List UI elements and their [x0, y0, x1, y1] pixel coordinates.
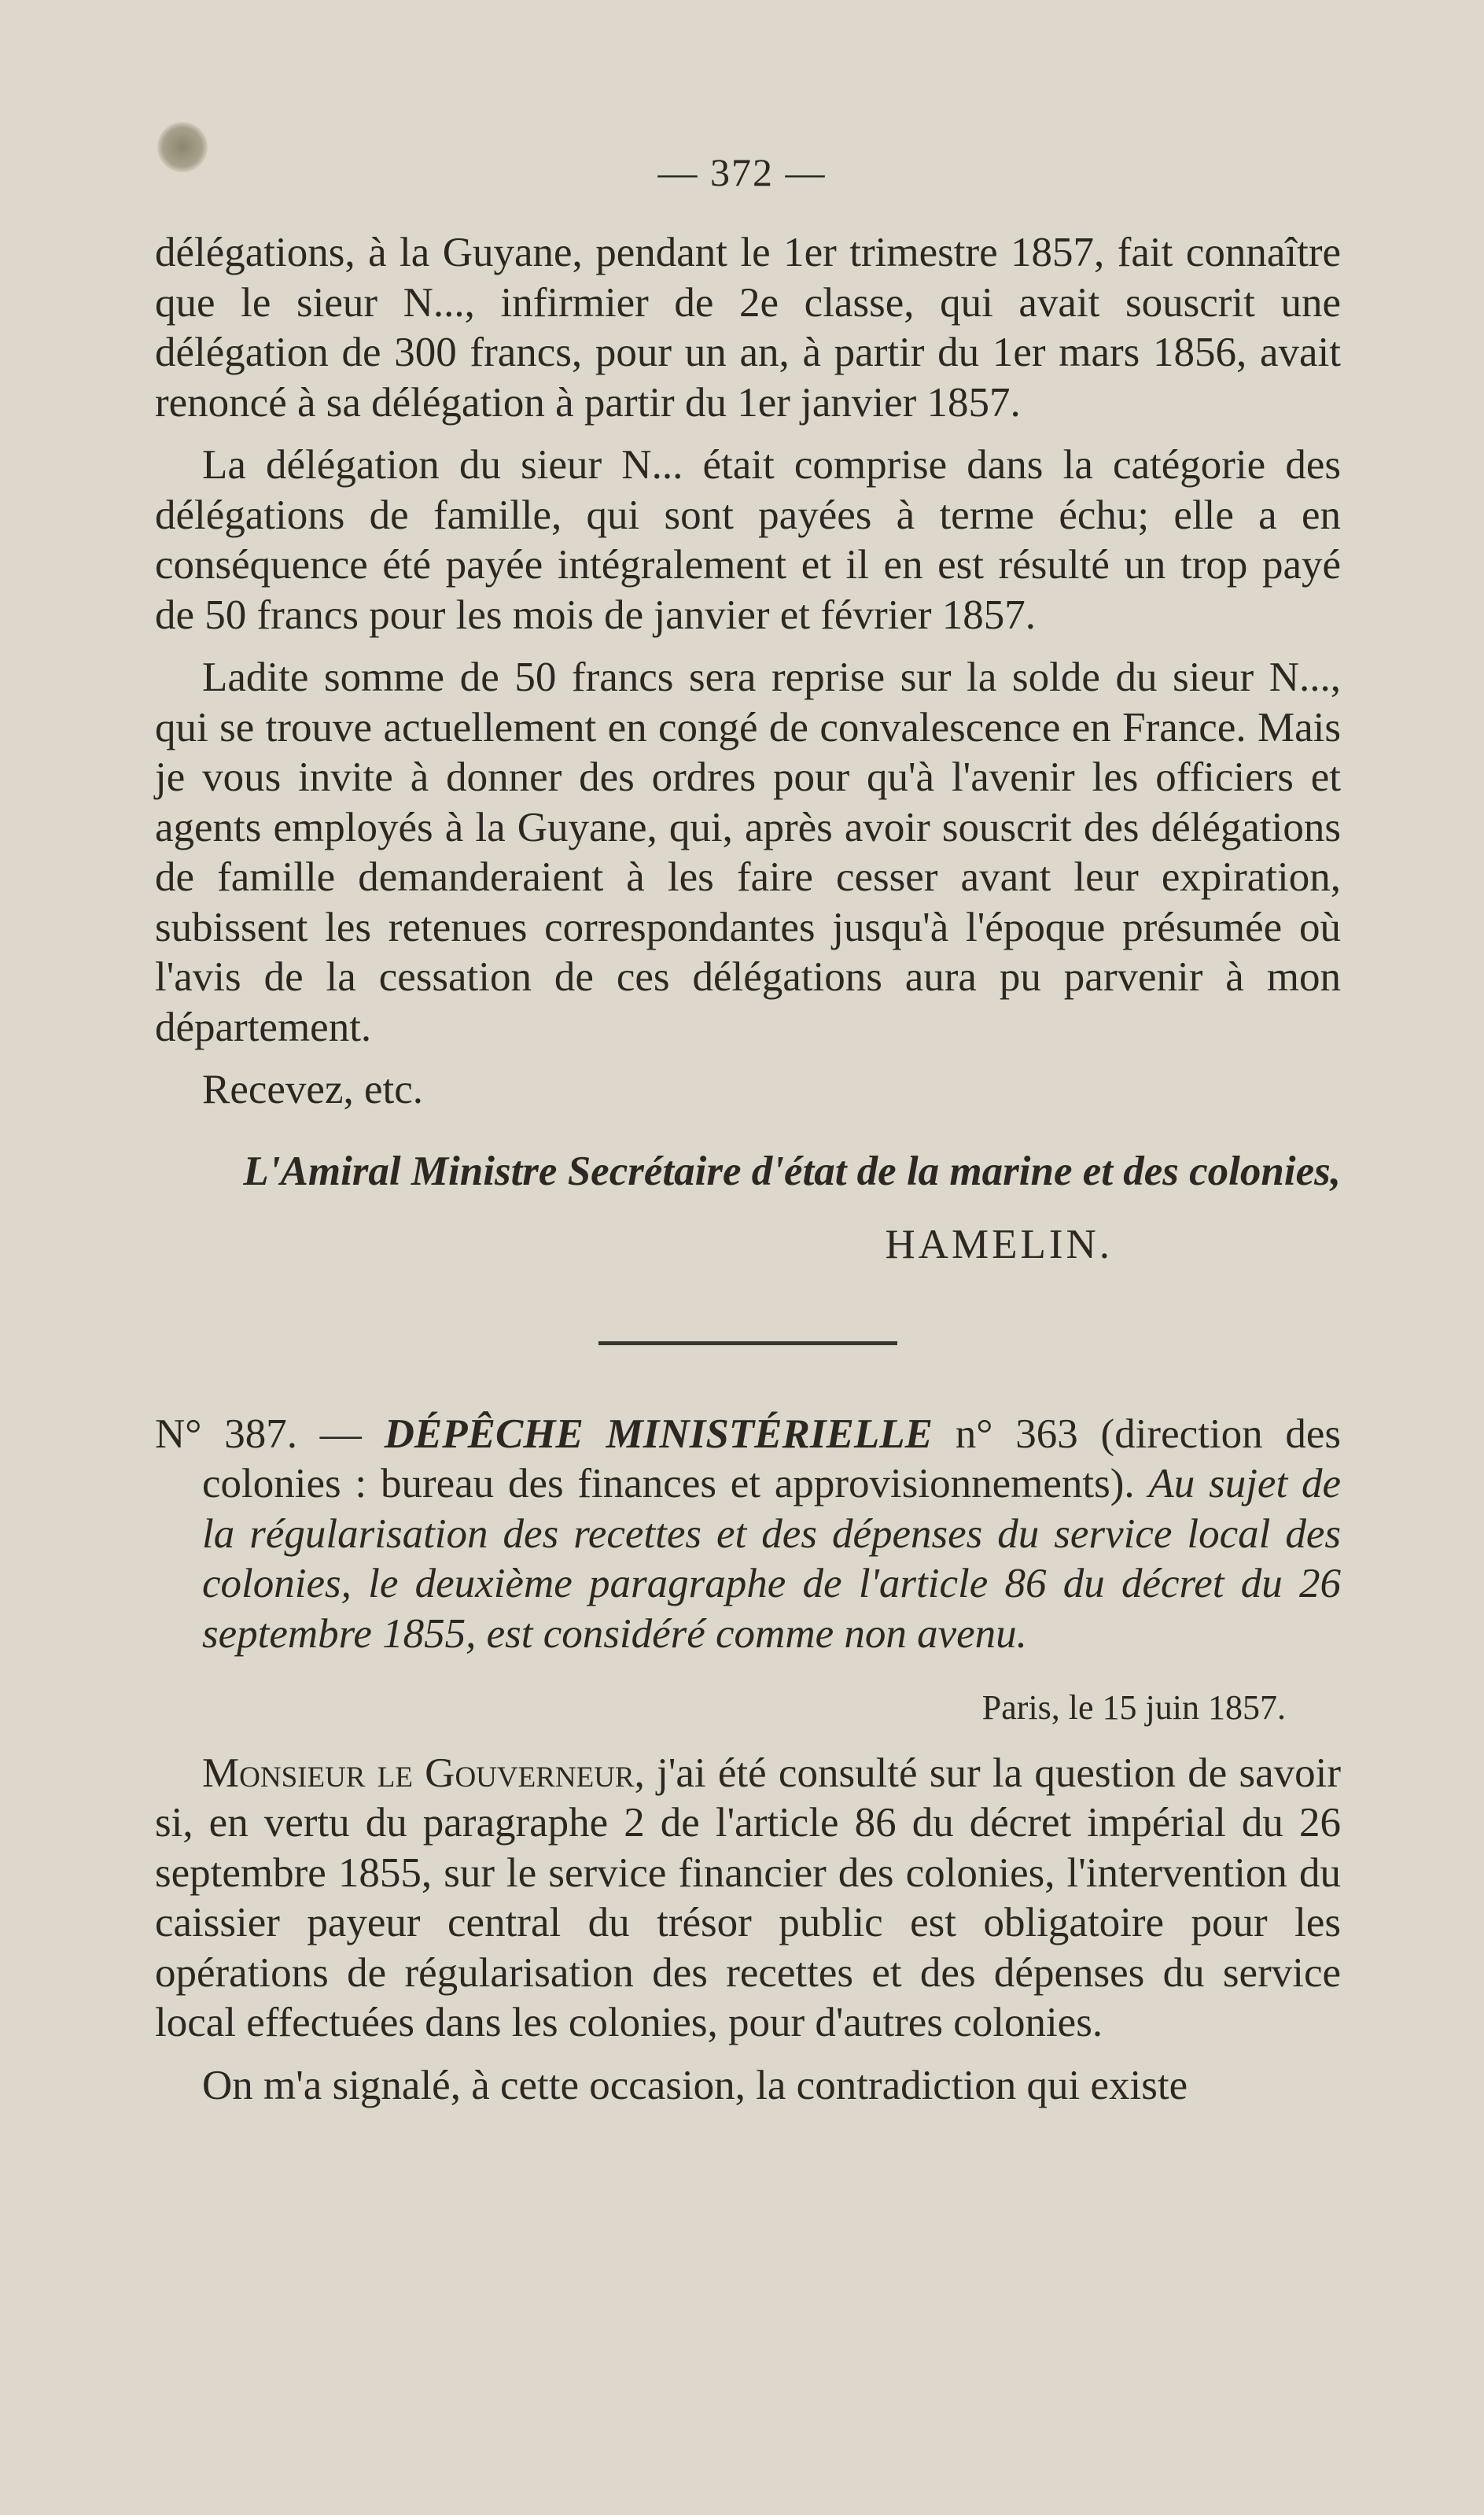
closing: Recevez, etc. [202, 1067, 423, 1112]
dispatch-number: N° 387. — [155, 1411, 362, 1457]
signature-name: HAMELIN. [885, 1222, 1113, 1267]
section-divider [598, 1341, 897, 1345]
dispatch-title: DÉPÊCHE MINISTÉRIELLE [384, 1411, 933, 1457]
signature-title: L'Amiral Ministre Secrétaire d'état de la marine et des colonies, [243, 1148, 1341, 1194]
dispatch-reference: n° 363 (direction des colonies : bureau des finances et approvisionnements). [202, 1411, 1342, 1506]
paragraph-text: j'ai été consulté sur la question de savoir si, en vertu du paragraphe 2 de l'article 86 du décret impérial du 26 septembre 1855, sur le service financier des colonies, l'intervention du caissier payeur central du trésor public est obligatoire pour les opérations de régularisation des recettes et des dépenses du service local effectuées dans les colonies, pour d'autres colonies. [155, 1750, 1342, 2045]
paragraph: Ladite somme de 50 francs sera reprise sur la solde du sieur N..., qui se trouve actuellement en congé de convalescence en France. Mais je vous invite à donner des ordres pour qu'à l'avenir les officiers et agents employés à la Guyane, qui, après avoir souscrit des délégations de famille demanderaient à les faire cesser avant leur expiration, subissent les retenues correspondantes jusqu'à l'époque présumée où l'avis de la cessation de ces délégations aura pu parvenir à mon département. [155, 655, 1341, 1050]
page-body [155, 228, 1341, 2111]
dispatch-heading [155, 1410, 1341, 1660]
paragraph [155, 1749, 1341, 2049]
date-line: Paris, le 15 juin 1857. [981, 1688, 1286, 1727]
paragraph-continuation: délégations, à la Guyane, pendant le 1er trimestre 1857, fait connaître que le sieur N..., infirmier de 2e classe, qui avait souscrit une délégation de 300 francs, pour un an, à partir du 1er mars 1856, avait renoncé à sa délégation à partir du 1er janvier 1857. [155, 230, 1341, 426]
dispatch-subject: Au sujet de la régularisation des recettes et des dépenses du service local des colonies, le deuxième paragraphe de l'article 86 du décret du 26 septembre 1855, est considéré comme non avenu. [202, 1461, 1342, 1657]
page-number: — 372 — [657, 150, 827, 194]
paragraph: On m'a signalé, à cette occasion, la contradiction qui existe [202, 2062, 1188, 2108]
paragraph: La délégation du sieur N... était comprise dans la catégorie des délégations de famille, qui sont payées à terme échu; elle a en conséquence été payée intégralement et il en est résulté un trop payé de 50 francs pour les mois de janvier et février 1857. [155, 442, 1341, 638]
salutation: Monsieur le Gouverneur, [202, 1750, 645, 1796]
